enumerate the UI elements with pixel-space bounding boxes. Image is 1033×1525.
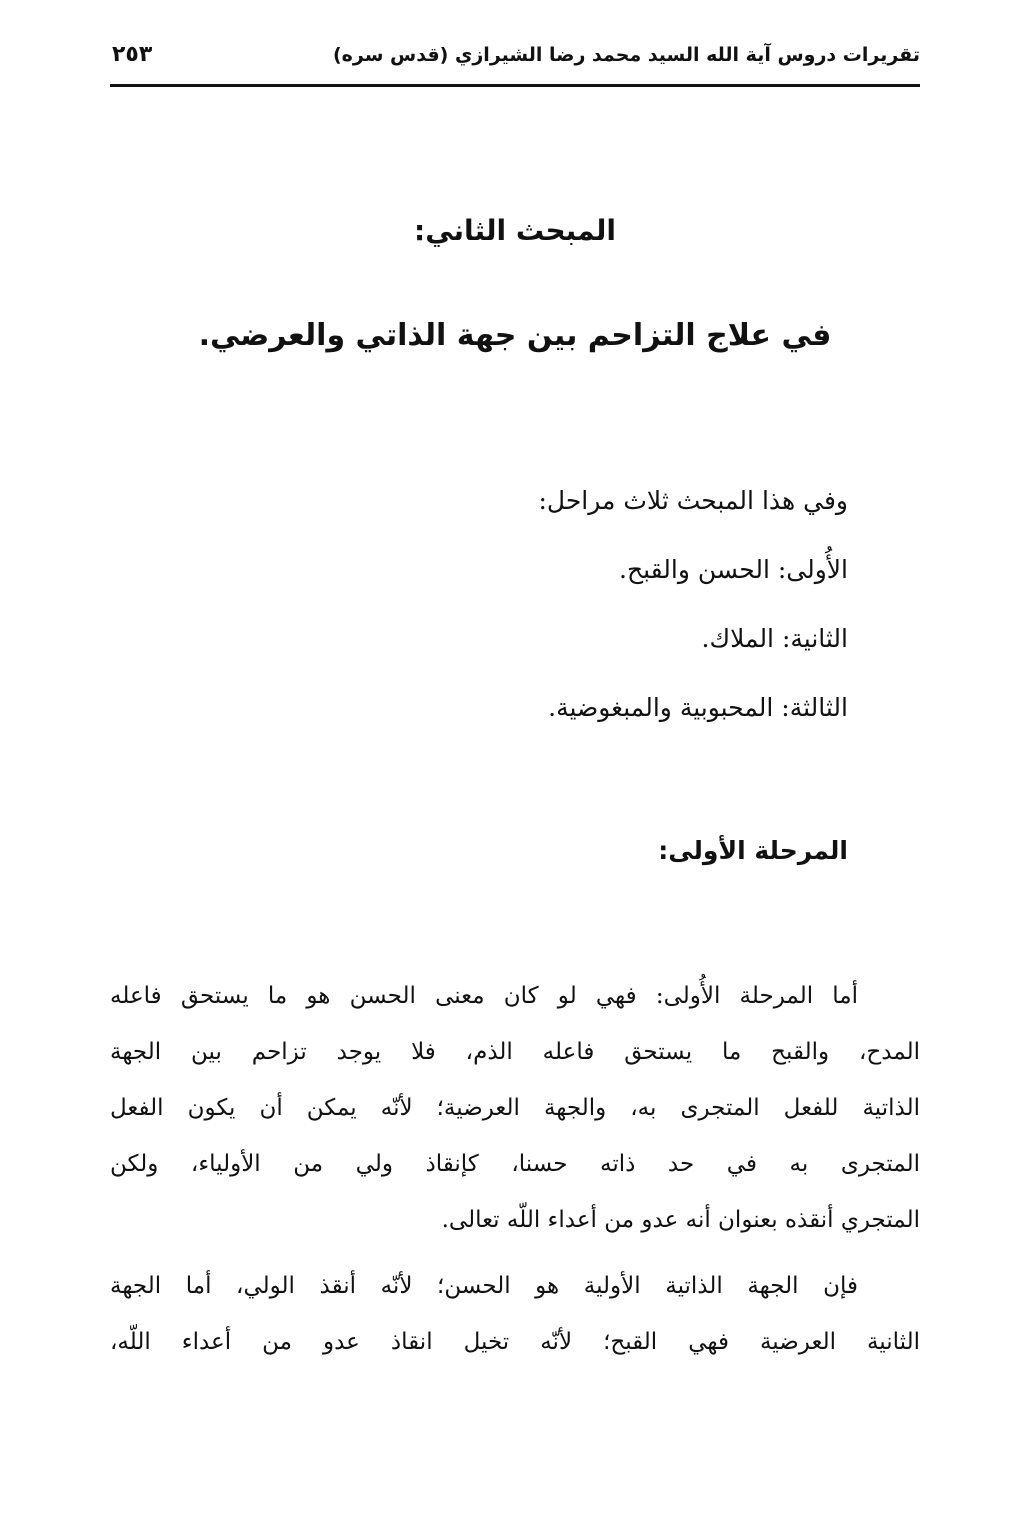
header-rule <box>110 84 920 87</box>
body-text <box>110 968 920 1370</box>
text-line: المتجرى به في حد ذاته حسنا، كإنقاذ ولي من الأولياء، ولكن <box>110 1151 920 1177</box>
section-label: المبحث الثاني: <box>414 214 616 247</box>
text-line: فإن الجهة الذاتية الأولية هو الحسن؛ لأنّه أنقذ الولي، أما الجهة <box>110 1273 858 1299</box>
paragraph-gap <box>110 1248 920 1258</box>
text-line: الذاتية للفعل المتجرى به، والجهة العرضية؛ لأنّه يمكن أن يكون الفعل <box>110 1095 920 1121</box>
page-header <box>110 36 920 88</box>
stage-item-second: الثانية: الملاك. <box>701 624 848 653</box>
stage-item-first: الأُولى: الحسن والقبح. <box>619 555 848 584</box>
section-title: في علاج التزاحم بين جهة الذاتي والعرضي. <box>198 318 832 353</box>
paragraph <box>110 968 920 1248</box>
text-line: المتجري أنقذه بعنوان أنه عدو من أعداء اللّه تعالى. <box>441 1207 920 1233</box>
stage-heading: المرحلة الأولى: <box>658 836 848 865</box>
stages-intro: وفي هذا المبحث ثلاث مراحل: <box>538 486 848 515</box>
text-line: الثانية العرضية فهي القبح؛ لأنّه تخيل انقاذ عدو من أعداء اللّه، <box>110 1329 920 1355</box>
page-number: ٢٥٣ <box>112 42 153 67</box>
text-line: أما المرحلة الأُولى: فهي لو كان معنى الحسن هو ما يستحق فاعله <box>110 983 858 1009</box>
text-line: المدح، والقبح ما يستحق فاعله الذم، فلا يوجد تزاحم بين الجهة <box>110 1039 920 1065</box>
stage-item-third: الثالثة: المحبوبية والمبغوضية. <box>548 693 848 722</box>
stages-list <box>288 478 848 754</box>
running-title: تقريرات دروس آية الله السيد محمد رضا الشيرازي (قدس سره) <box>333 44 920 66</box>
paragraph <box>110 1258 920 1370</box>
